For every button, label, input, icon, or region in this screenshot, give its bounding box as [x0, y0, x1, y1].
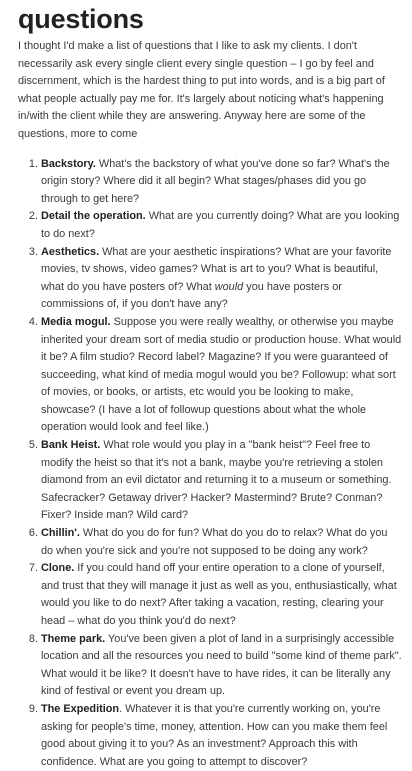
- question-item-detail-the-operation: [41, 208, 402, 243]
- question-text: What are your aesthetic inspirations? What are your favorite movies, tv shows, video games? What is art to you? What is beautiful, what do you have posters of? What: [41, 245, 392, 293]
- question-item-backstory: [41, 156, 402, 209]
- question-text: If you could hand off your entire operation to a clone of yourself, and trust that they will manage it just as well as you, enthusiastically, what would you like to do next? After taking a vacation, resting, clearing your head – what do you think you'd do next?: [41, 562, 397, 627]
- question-text: What role would you play in a "bank heist"? Feel free to modify the heist so that it's not a bank, maybe you're retrieving a stolen diamond from an evil dictator and returning it to a museum or something. Safecracker? Getaway driver? Hacker? Mastermind? Brute? Conman? Fixer? Inside man? Wild card?: [41, 439, 392, 522]
- question-heading: The Expedition: [41, 702, 120, 715]
- question-text: Suppose you were really wealthy, or otherwise you maybe inherited your dream sort of media studio or production house. What would it be? A film studio? Record label? Magazine? If you were guaranteed of succeeding, what kind of media mogul would you be? Followup: what sort of movies, or books, or artists, etc would you be looking to make, showcase? (I have a lot of followup questions about what the whole operation would look and feel like.): [41, 315, 402, 434]
- question-text: . Whatever it is that you're currently working on, you're asking for people's time, money, attention. How can you make them feel good about giving it to you? As an investment? Approach this with confidence. What are you going to attempt to discover?: [41, 702, 388, 768]
- question-text: What do you do for fun? What do you do to relax? What do you do when you're sick and you're not supposed to be doing any work?: [41, 527, 388, 557]
- question-heading: Bank Heist.: [41, 439, 101, 452]
- question-heading: Detail the operation.: [41, 210, 146, 223]
- question-heading: Chillin'.: [41, 527, 80, 540]
- question-text: you have posters or commissions of, if you don't have any?: [41, 280, 342, 311]
- question-item-clone: [41, 560, 402, 630]
- question-item-theme-park: [41, 631, 402, 701]
- question-item-chillin: [41, 525, 402, 560]
- question-heading: Aesthetics.: [41, 245, 100, 258]
- post-intro: I thought I'd make a list of questions that I like to ask my clients. I don't necessarily ask every single client every single question – I go by feel and discernment, which is the hardest thing to put into words, and is a big part of what people actually pay me for. It's largely about noticing what's happening in/with the client while they are answering. Anyway here are some of the questions, more to come: [18, 40, 385, 140]
- question-heading: Theme park.: [41, 632, 106, 645]
- question-heading: Clone.: [41, 562, 75, 575]
- question-emphasis: would: [214, 280, 244, 293]
- question-item-the-expedition: [41, 701, 402, 771]
- question-item-media-mogul: [41, 314, 402, 437]
- question-list: [18, 156, 402, 771]
- question-text: You've been given a plot of land in a surprisingly accessible location and all the resources you need to build "some kind of theme park". What would it be like? It doesn't have to have rides, it can be literally any kind of festival or event you dream up.: [41, 632, 402, 698]
- question-heading: Backstory.: [41, 157, 96, 170]
- post-title: questions: [18, 4, 144, 34]
- question-item-aesthetics: [41, 244, 402, 314]
- question-text: What's the backstory of what you've done so far? What's the origin story? Where did it all begin? What stages/phases did you go through to get here?: [41, 157, 390, 205]
- question-heading: Media mogul.: [41, 315, 111, 328]
- question-item-bank-heist: [41, 437, 402, 525]
- question-text: What are you currently doing? What are you looking to do next?: [41, 210, 400, 240]
